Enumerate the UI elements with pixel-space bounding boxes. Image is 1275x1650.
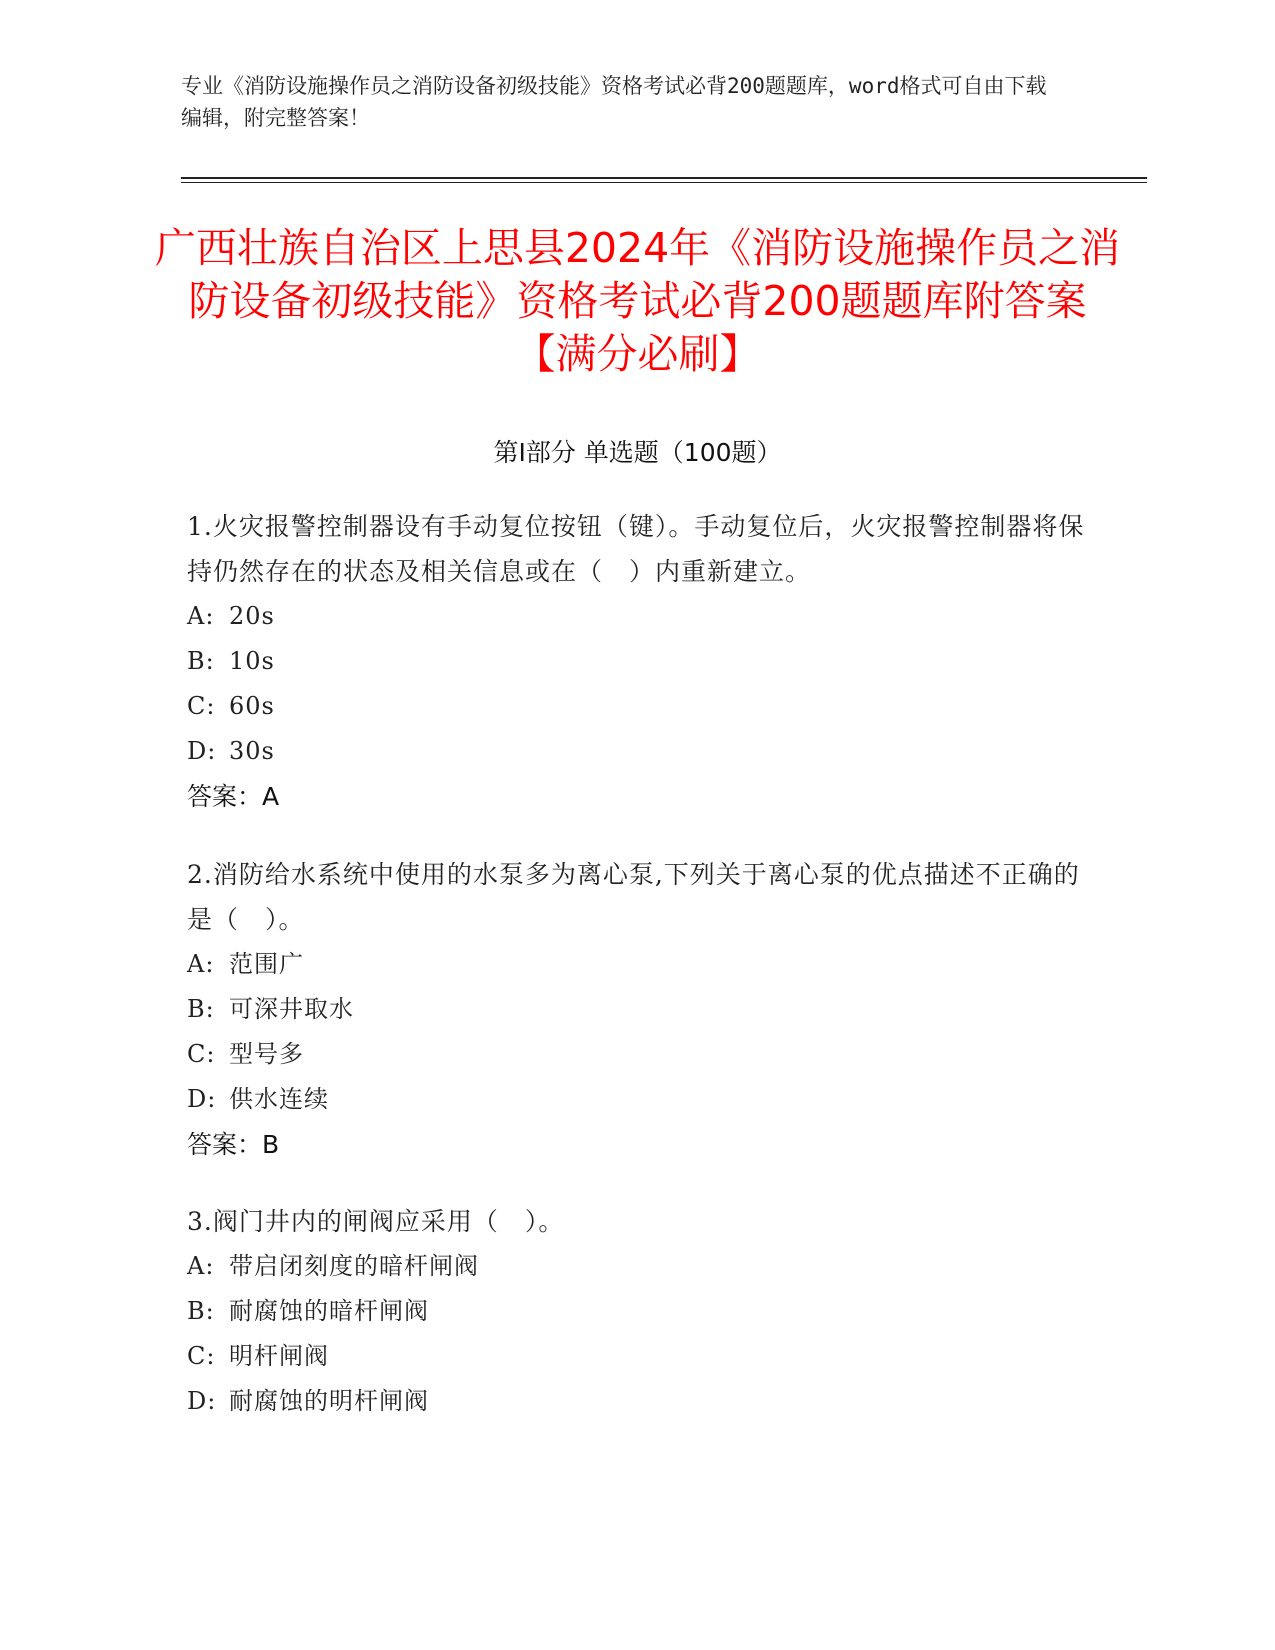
header-divider-thick [181,177,1147,179]
option-c [187,1032,1087,1077]
option-text: 30s [229,737,275,765]
question-stem: 3.阀门井内的闸阀应采用（ ）。 [187,1207,565,1236]
option-letter: D: [187,1085,217,1113]
option-c [187,1334,1087,1379]
option-b [187,1289,1087,1334]
option-d [187,729,1087,774]
question-stem: 2.消防给水系统中使用的水泵多为离心泵,下列关于离心泵的优点描述不正确的是（ ）。 [187,860,1080,934]
option-letter: C: [187,1040,216,1068]
header-note: 专业《消防设施操作员之消防设备初级技能》资格考试必背200题题库，word格式可自由下载编辑，附完整答案！ [181,74,1047,130]
option-c [187,684,1087,729]
option-d [187,1379,1087,1424]
option-b [187,987,1087,1032]
option-letter: D: [187,1387,217,1415]
option-text: 供水连续 [229,1085,329,1113]
option-text: 可深井取水 [229,995,354,1023]
option-b [187,639,1087,684]
option-text: 60s [229,692,275,720]
option-d [187,1077,1087,1122]
section-heading: 第I部分 单选题（100题） [493,438,782,467]
option-letter: A: [187,602,215,630]
option-a [187,594,1087,639]
option-text: 带启闭刻度的暗杆闸阀 [229,1252,479,1280]
option-letter: B: [187,995,215,1023]
option-text: 耐腐蚀的暗杆闸阀 [229,1297,429,1325]
option-a [187,1244,1087,1289]
option-letter: A: [187,1252,215,1280]
option-letter: B: [187,647,215,675]
option-letter: C: [187,1342,216,1370]
question-stem: 1.火灾报警控制器设有手动复位按钮（键）。手动复位后，火灾报警控制器将保持仍然存在的状态及相关信息或在（ ）内重新建立。 [187,512,1085,586]
option-text: 耐腐蚀的明杆闸阀 [229,1387,429,1415]
answer-line: 答案：A [187,782,280,811]
option-letter: C: [187,692,216,720]
document-title: 广西壮族自治区上思县2024年《消防设施操作员之消防设备初级技能》资格考试必背200题题库附答案【满分必刷】 [154,224,1121,378]
answer-line: 答案：B [187,1130,280,1159]
option-text: 范围广 [229,950,304,978]
option-letter: A: [187,950,215,978]
question-1 [187,504,1087,819]
option-a [187,942,1087,987]
option-text: 型号多 [229,1040,304,1068]
option-letter: D: [187,737,217,765]
option-text: 明杆闸阀 [229,1342,329,1370]
option-text: 20s [229,602,275,630]
header-divider-thin [181,182,1147,183]
question-3 [187,1199,1087,1424]
option-letter: B: [187,1297,215,1325]
question-2 [187,852,1087,1167]
option-text: 10s [229,647,275,675]
